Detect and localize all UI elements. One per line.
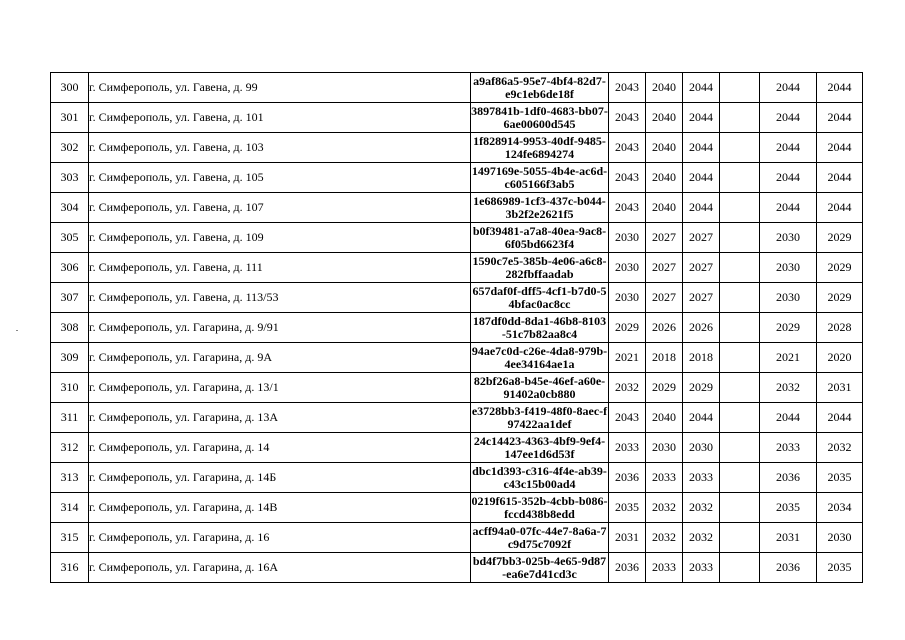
- year-cell-6: 2044: [817, 193, 863, 223]
- year-cell-3: 2044: [683, 403, 720, 433]
- table-row: [51, 553, 863, 583]
- year-cell-3: 2026: [683, 313, 720, 343]
- guid-cell: a9af86a5-95e7-4bf4-82d7-e9c1eb6de18f: [471, 73, 609, 103]
- year-cell-4: [720, 253, 760, 283]
- year-cell-4: [720, 433, 760, 463]
- guid-cell: b0f39481-a7a8-40ea-9ac8-6f05bd6623f4: [471, 223, 609, 253]
- year-cell-5: 2021: [760, 343, 817, 373]
- year-cell-2: 2033: [646, 553, 683, 583]
- row-number: 306: [51, 253, 89, 283]
- year-cell-2: 2018: [646, 343, 683, 373]
- year-cell-3: 2032: [683, 523, 720, 553]
- year-cell-6: 2035: [817, 553, 863, 583]
- year-cell-1: 2021: [609, 343, 646, 373]
- address-cell: г. Симферополь, ул. Гавена, д. 111: [89, 253, 471, 283]
- year-cell-1: 2043: [609, 103, 646, 133]
- guid-cell: 1497169e-5055-4b4e-ac6d-c605166f3ab5: [471, 163, 608, 191]
- year-cell-6: 2044: [817, 133, 863, 163]
- year-cell-5: 2029: [760, 313, 817, 343]
- year-cell-4: [720, 133, 760, 163]
- year-cell-6: 2044: [817, 163, 863, 193]
- year-cell-3: 2030: [683, 433, 720, 463]
- row-number: 309: [51, 343, 89, 373]
- year-cell-5: 2044: [760, 103, 817, 133]
- year-cell-3: 2029: [683, 373, 720, 403]
- year-cell-4: [720, 223, 760, 253]
- year-cell-2: 2027: [646, 253, 683, 283]
- address-cell: г. Симферополь, ул. Гавена, д. 105: [89, 163, 471, 193]
- guid-cell: 24c14423-4363-4bf9-9ef4-147ee1d6d53f: [471, 433, 609, 463]
- year-cell-3: 2027: [683, 253, 720, 283]
- year-cell-4: [720, 313, 760, 343]
- scan-speck: [16, 330, 18, 331]
- year-cell-6: 2028: [817, 313, 863, 343]
- year-cell-4: [720, 343, 760, 373]
- guid-cell: bd4f7bb3-025b-4e65-9d87-ea6e7d41cd3c: [471, 553, 609, 583]
- address-cell: г. Симферополь, ул. Гагарина, д. 16: [89, 523, 471, 553]
- address-cell: г. Симферополь, ул. Гагарина, д. 16А: [89, 553, 471, 583]
- year-cell-3: 2027: [683, 223, 720, 253]
- table-row: [51, 493, 863, 523]
- year-cell-1: 2043: [609, 163, 646, 193]
- year-cell-1: 2043: [609, 193, 646, 223]
- year-cell-3: 2032: [683, 493, 720, 523]
- guid-cell: e3728bb3-f419-48f0-8aec-f97422aa1def: [471, 403, 608, 431]
- row-number: 301: [51, 103, 89, 133]
- year-cell-5: 2044: [760, 73, 817, 103]
- row-number: 311: [51, 403, 89, 433]
- address-cell: г. Симферополь, ул. Гагарина, д. 9А: [89, 343, 471, 373]
- year-cell-5: 2033: [760, 433, 817, 463]
- row-number: 314: [51, 493, 89, 523]
- year-cell-1: 2032: [609, 373, 646, 403]
- address-cell: г. Симферополь, ул. Гавена, д. 109: [89, 223, 471, 253]
- year-cell-2: 2027: [646, 283, 683, 313]
- table-row: [51, 103, 863, 133]
- row-number: 308: [51, 313, 89, 343]
- year-cell-2: 2040: [646, 73, 683, 103]
- year-cell-5: 2030: [760, 283, 817, 313]
- guid-cell: dbc1d393-c316-4f4e-ab39-c43c15b00ad4: [472, 463, 607, 491]
- year-cell-1: 2030: [609, 253, 646, 283]
- year-cell-3: 2044: [683, 73, 720, 103]
- row-number: 316: [51, 553, 89, 583]
- year-cell-5: 2044: [760, 403, 817, 433]
- year-cell-4: [720, 283, 760, 313]
- year-cell-6: 2035: [817, 463, 863, 493]
- year-cell-5: 2044: [760, 163, 817, 193]
- year-cell-6: 2020: [817, 343, 863, 373]
- year-cell-3: 2044: [683, 133, 720, 163]
- row-number: 313: [51, 463, 89, 493]
- year-cell-5: 2030: [760, 223, 817, 253]
- guid-cell: 3897841b-1df0-4683-bb07-6ae00600d545: [471, 103, 608, 131]
- year-cell-2: 2032: [646, 523, 683, 553]
- year-cell-5: 2036: [760, 463, 817, 493]
- year-cell-2: 2027: [646, 223, 683, 253]
- address-cell: г. Симферополь, ул. Гавена, д. 103: [89, 133, 471, 163]
- table-row: [51, 193, 863, 223]
- year-cell-1: 2043: [609, 403, 646, 433]
- table-row: [51, 73, 863, 103]
- year-cell-2: 2029: [646, 373, 683, 403]
- year-cell-4: [720, 463, 760, 493]
- buildings-registry-table: [50, 72, 863, 583]
- year-cell-1: 2031: [609, 523, 646, 553]
- row-number: 304: [51, 193, 89, 223]
- year-cell-4: [720, 523, 760, 553]
- table-row: [51, 163, 863, 193]
- row-number: 312: [51, 433, 89, 463]
- year-cell-1: 2030: [609, 283, 646, 313]
- year-cell-5: 2030: [760, 253, 817, 283]
- year-cell-3: 2044: [683, 163, 720, 193]
- address-cell: г. Симферополь, ул. Гагарина, д. 13/1: [89, 373, 471, 403]
- year-cell-6: 2029: [817, 253, 863, 283]
- year-cell-4: [720, 103, 760, 133]
- year-cell-5: 2044: [760, 193, 817, 223]
- table-row: [51, 313, 863, 343]
- year-cell-3: 2044: [683, 103, 720, 133]
- year-cell-4: [720, 553, 760, 583]
- guid-cell: 0219f615-352b-4cbb-b086-fccd438b8edd: [471, 493, 608, 521]
- year-cell-6: 2034: [817, 493, 863, 523]
- address-cell: г. Симферополь, ул. Гагарина, д. 14В: [89, 493, 471, 523]
- table-row: [51, 133, 863, 163]
- table-row: [51, 253, 863, 283]
- year-cell-2: 2030: [646, 433, 683, 463]
- year-cell-4: [720, 403, 760, 433]
- year-cell-1: 2043: [609, 133, 646, 163]
- year-cell-3: 2027: [683, 283, 720, 313]
- year-cell-2: 2033: [646, 463, 683, 493]
- year-cell-2: 2040: [646, 403, 683, 433]
- year-cell-2: 2040: [646, 193, 683, 223]
- year-cell-5: 2032: [760, 373, 817, 403]
- year-cell-2: 2040: [646, 163, 683, 193]
- guid-cell: 657daf0f-dff5-4cf1-b7d0-54bfac0ac8cc: [472, 283, 607, 311]
- address-cell: г. Симферополь, ул. Гагарина, д. 14Б: [89, 463, 471, 493]
- guid-cell: 1e686989-1cf3-437c-b044-3b2f2e2621f5: [471, 193, 609, 223]
- table-row: [51, 283, 863, 313]
- guid-cell: 82bf26a8-b45e-46ef-a60e-91402a0cb880: [471, 373, 609, 403]
- table-row: [51, 373, 863, 403]
- year-cell-4: [720, 493, 760, 523]
- year-cell-1: 2036: [609, 553, 646, 583]
- row-number: 307: [51, 283, 89, 313]
- year-cell-6: 2031: [817, 373, 863, 403]
- year-cell-2: 2026: [646, 313, 683, 343]
- year-cell-5: 2035: [760, 493, 817, 523]
- year-cell-6: 2032: [817, 433, 863, 463]
- year-cell-5: 2036: [760, 553, 817, 583]
- guid-cell: 187df0dd-8da1-46b8-8103-51c7b82aa8c4: [471, 313, 609, 343]
- year-cell-1: 2036: [609, 463, 646, 493]
- year-cell-5: 2031: [760, 523, 817, 553]
- address-cell: г. Симферополь, ул. Гагарина, д. 14: [89, 433, 471, 463]
- row-number: 300: [51, 73, 89, 103]
- year-cell-1: 2029: [609, 313, 646, 343]
- guid-cell: acff94a0-07fc-44e7-8a6a-7c9d75c7092f: [471, 523, 609, 553]
- year-cell-5: 2044: [760, 133, 817, 163]
- row-number: 302: [51, 133, 89, 163]
- address-cell: г. Симферополь, ул. Гавена, д. 101: [89, 103, 471, 133]
- row-number: 305: [51, 223, 89, 253]
- year-cell-3: 2033: [683, 553, 720, 583]
- year-cell-3: 2033: [683, 463, 720, 493]
- year-cell-1: 2033: [609, 433, 646, 463]
- table-body: [51, 73, 863, 583]
- table-row: [51, 223, 863, 253]
- year-cell-3: 2018: [683, 343, 720, 373]
- address-cell: г. Симферополь, ул. Гагарина, д. 9/91: [89, 313, 471, 343]
- row-number: 315: [51, 523, 89, 553]
- year-cell-1: 2035: [609, 493, 646, 523]
- address-cell: г. Симферополь, ул. Гавена, д. 107: [89, 193, 471, 223]
- year-cell-4: [720, 193, 760, 223]
- table-row: [51, 403, 863, 433]
- year-cell-6: 2044: [817, 403, 863, 433]
- row-number: 303: [51, 163, 89, 193]
- year-cell-2: 2040: [646, 103, 683, 133]
- address-cell: г. Симферополь, ул. Гавена, д. 99: [89, 73, 471, 103]
- address-cell: г. Симферополь, ул. Гагарина, д. 13А: [89, 403, 471, 433]
- guid-cell: 1590c7e5-385b-4e06-a6c8-282fbffaadab: [471, 253, 609, 283]
- year-cell-4: [720, 373, 760, 403]
- year-cell-1: 2043: [609, 73, 646, 103]
- year-cell-4: [720, 73, 760, 103]
- year-cell-6: 2030: [817, 523, 863, 553]
- year-cell-6: 2029: [817, 223, 863, 253]
- year-cell-4: [720, 163, 760, 193]
- year-cell-2: 2040: [646, 133, 683, 163]
- table-row: [51, 433, 863, 463]
- address-cell: г. Симферополь, ул. Гавена, д. 113/53: [89, 283, 471, 313]
- year-cell-6: 2044: [817, 73, 863, 103]
- year-cell-2: 2032: [646, 493, 683, 523]
- table-row: [51, 523, 863, 553]
- guid-cell: 1f828914-9953-40df-9485-124fe6894274: [471, 133, 609, 163]
- table-row: [51, 463, 863, 493]
- guid-cell: 94ae7c0d-c26e-4da8-979b-4ee34164ae1a: [471, 343, 608, 371]
- row-number: 310: [51, 373, 89, 403]
- year-cell-1: 2030: [609, 223, 646, 253]
- year-cell-3: 2044: [683, 193, 720, 223]
- year-cell-6: 2029: [817, 283, 863, 313]
- table-row: [51, 343, 863, 373]
- year-cell-6: 2044: [817, 103, 863, 133]
